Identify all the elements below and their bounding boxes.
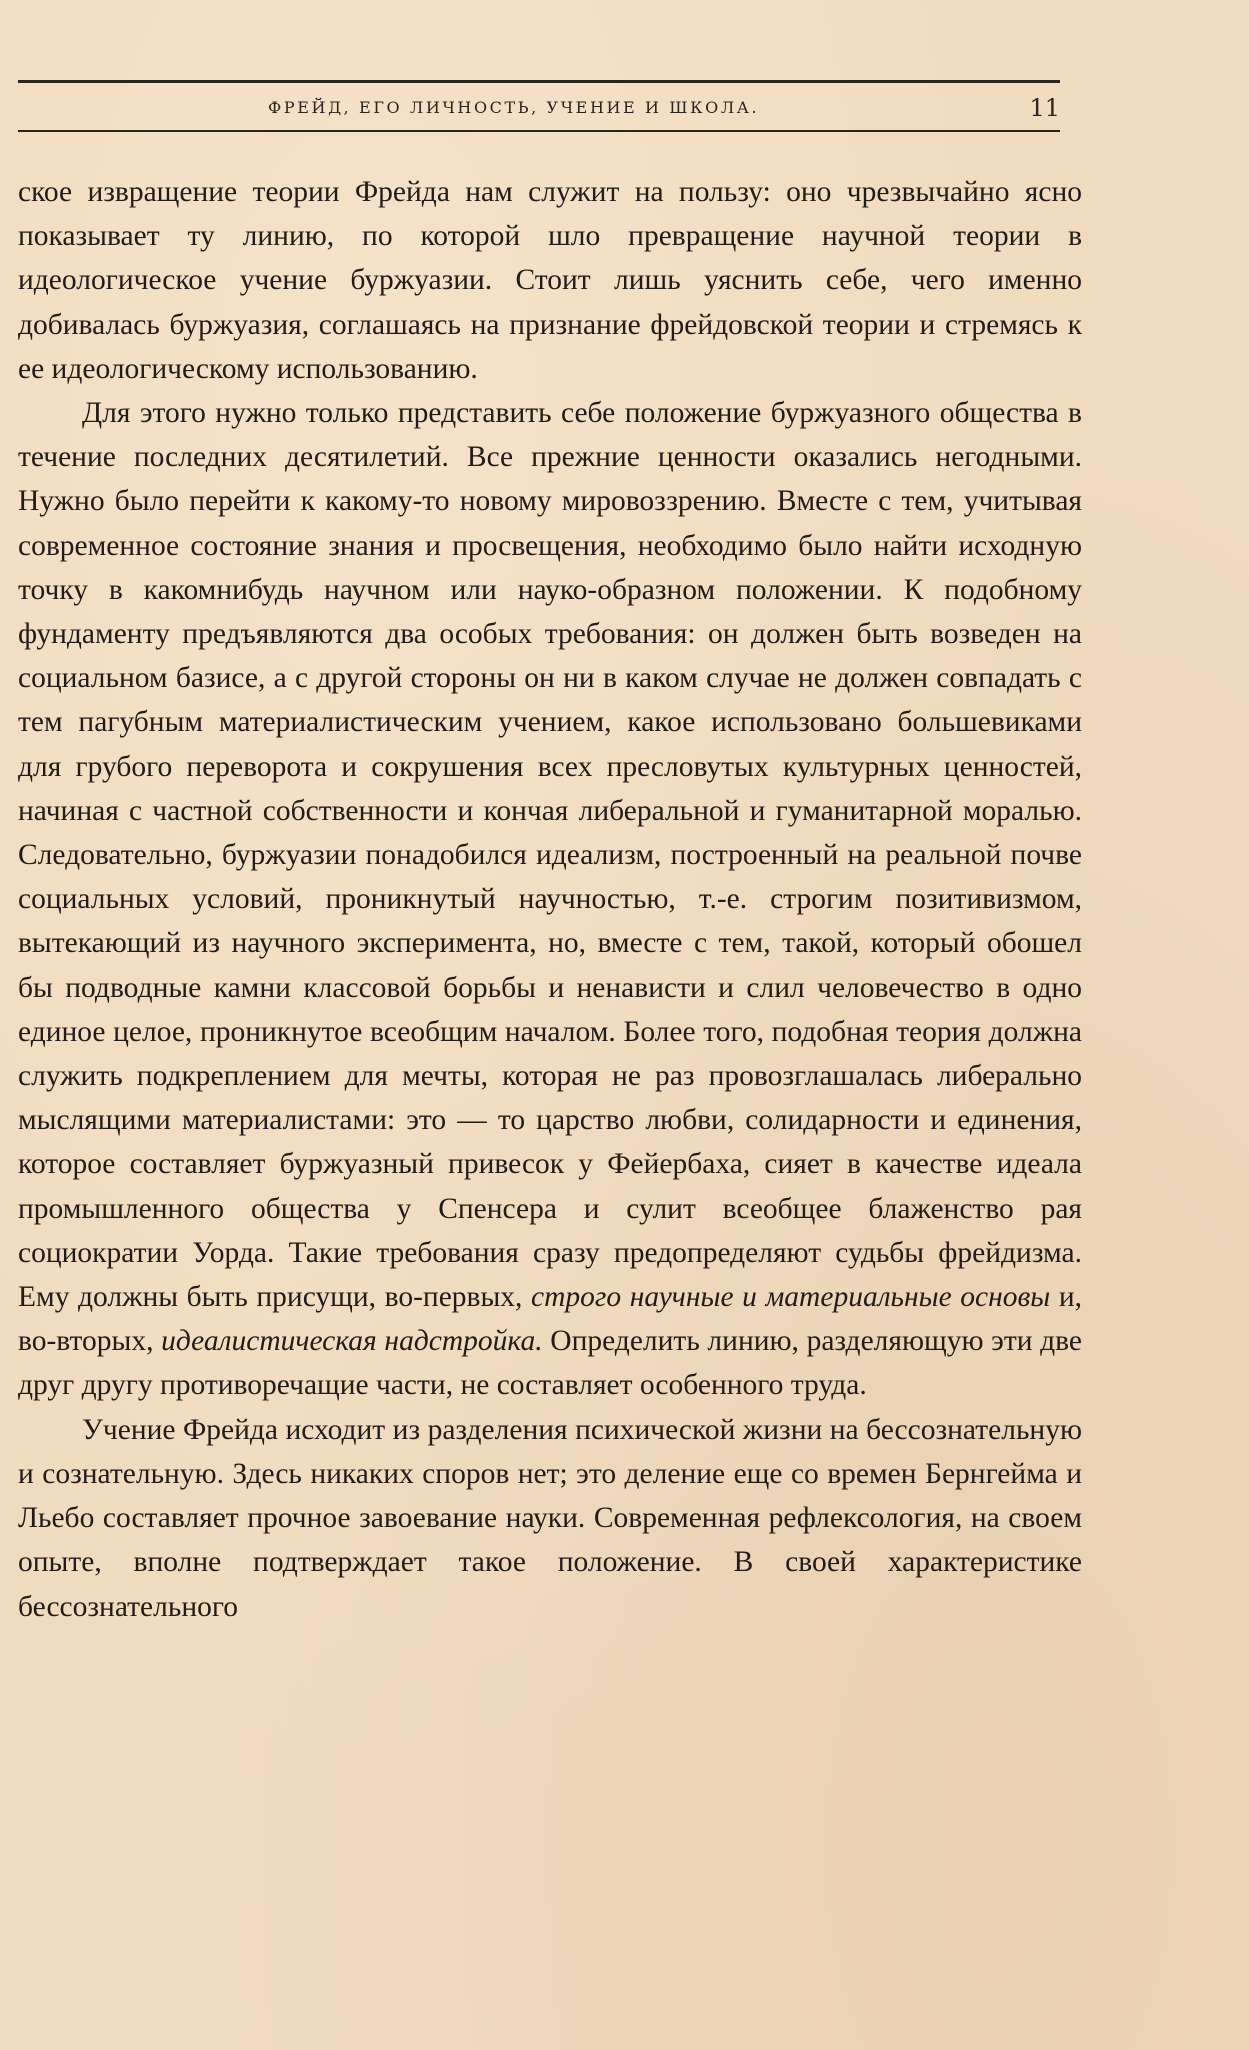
header-rule-top xyxy=(18,80,1060,83)
running-head xyxy=(18,94,1060,124)
paragraph-2-text-3: Определить линию, разделяющую эти две друг другу противоречащие части, не составляет особенного труда. xyxy=(18,1325,1083,1402)
running-title: ФРЕЙД, ЕГО ЛИЧНОСТЬ, УЧЕНИЕ И ШКОЛА. xyxy=(268,98,760,117)
body-text xyxy=(18,170,1082,1629)
header-rule-bottom xyxy=(18,130,1060,132)
paragraph-2 xyxy=(18,391,1082,1408)
paragraph-2-text-1: Для этого нужно только представить себе положение буржуазного общества в течение последних десятилетий. Все прежние ценности оказались негодными. Нужно было перейти к какому-то новому мировоззрению. Вместе с тем, учитывая современное состояние знания и просвещения, необходимо было найти исходную точку в какомнибудь научном или науко-образном положении. К подобному фундаменту предъявляются два особых требования: он должен быть возведен на социальном базисе, а с другой стороны он ни в каком случае не должен совпадать с тем пагубным материалистическим учением, какое использовано большевиками для грубого переворота и сокрушения всех пресловутых культурных ценностей, начиная с частной собственности и кончая либеральной и гуманитарной моралью. Следовательно, буржуазии понадобился идеализм, построенный на реальной почве социальных условий, проникнутый научностью, т.-е. строгим позитивизмом, вытекающий из научного эксперимента, но, вместе с тем, такой, который обошел бы подводные камни классовой борьбы и ненависти и слил человечество в одно единое целое, проникнутое всеобщим началом. Более того, подобная теория должна служить подкреплением для мечты, которая не раз провозглашалась либерально мыслящими материалистами: это — то царство любви, солидарности и единения, которое составляет буржуазный привесок у Фейербаха, сияет в качестве идеала промышленного общества у Спенсера и сулит всеобщее блаженство рая социократии Уорда. Такие требования сразу предопределяют судьбы фрейдизма. Ему должны быть присущи, во-первых, xyxy=(18,397,1082,1314)
paragraph-3: Учение Фрейда исходит из разделения психической жизни на бессознательную и сознательную. Здесь никаких споров нет; это деление еще со времен Бернгейма и Льебо составляет прочное завоевание науки. Современная рефлексология, на своем опыте, вполне подтверждает такое положение. В своей характеристике бессознательного xyxy=(18,1413,1082,1623)
paragraph-2-italic-1: строго научные и материальные основы xyxy=(531,1281,1051,1314)
paragraph-2-italic-2: идеалистическая надстройка. xyxy=(161,1325,543,1358)
paragraph-2-text-2: и, во-вторых, xyxy=(18,1281,1083,1358)
page-number: 11 xyxy=(1029,94,1060,122)
paragraph-1: ское извращение теории Фрейда нам служит на пользу: оно чрезвычайно ясно показывает ту линию, по которой шло превращение научной теории в идеологическое учение буржуазии. Стоит лишь уяснить себе, чего именно добивалась буржуазия, соглашаясь на признание фрейдовской теории и стремясь к ее идеологическому использованию. xyxy=(18,176,1082,385)
